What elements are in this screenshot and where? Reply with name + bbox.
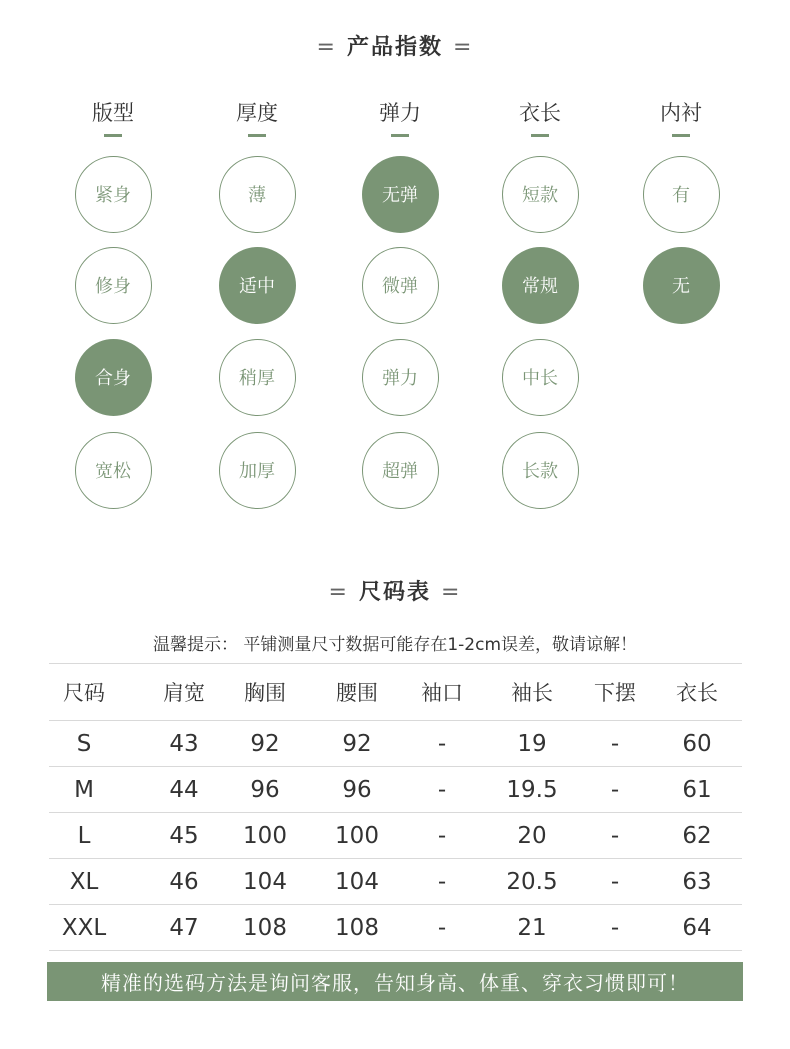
product-index-title <box>0 30 790 61</box>
table-header-cell: 袖长 <box>511 681 553 705</box>
table-cell: 96 <box>250 776 280 803</box>
index-column-underline <box>391 134 409 137</box>
product-index-title-text: 产品指数 <box>346 35 443 60</box>
index-column-header <box>360 98 440 137</box>
table-cell: XL <box>69 868 99 895</box>
title-decoration-left: = <box>328 580 349 605</box>
title-decoration-right: = <box>441 580 462 605</box>
table-header-cell: 下摆 <box>594 681 636 705</box>
index-option: 长款 <box>502 432 579 509</box>
table-row <box>49 904 742 951</box>
table-row <box>49 858 742 904</box>
index-option-selected: 无 <box>643 247 720 324</box>
table-cell: 61 <box>682 776 712 803</box>
table-cell: - <box>437 822 447 849</box>
index-column-underline <box>531 134 549 137</box>
index-column-header <box>73 98 153 137</box>
table-cell: S <box>76 730 92 757</box>
index-option: 短款 <box>502 156 579 233</box>
size-chart-title-text: 尺码表 <box>358 580 431 605</box>
index-option: 超弹 <box>362 432 439 509</box>
table-cell: 104 <box>243 868 287 895</box>
index-option: 稍厚 <box>219 339 296 416</box>
table-cell: - <box>610 776 620 803</box>
index-option: 有 <box>643 156 720 233</box>
table-cell: 108 <box>243 914 287 941</box>
index-column-underline <box>248 134 266 137</box>
title-decoration-right: = <box>453 35 474 60</box>
table-cell: 20.5 <box>506 868 558 895</box>
table-cell: 64 <box>682 914 712 941</box>
table-header-cell: 衣长 <box>676 681 718 705</box>
table-cell: - <box>437 868 447 895</box>
table-cell: 21 <box>517 914 547 941</box>
size-chart-title <box>0 575 790 606</box>
index-option-selected: 常规 <box>502 247 579 324</box>
table-cell: L <box>77 822 91 849</box>
index-option: 加厚 <box>219 432 296 509</box>
table-cell: - <box>610 914 620 941</box>
table-cell: M <box>74 776 94 803</box>
table-cell: - <box>610 730 620 757</box>
table-cell: 60 <box>682 730 712 757</box>
index-column-header <box>641 98 721 137</box>
measurement-tip: 温馨提示： 平铺测量尺寸数据可能存在1-2cm误差，敬请谅解！ <box>152 635 638 655</box>
title-decoration-left: = <box>316 35 337 60</box>
index-option: 中长 <box>502 339 579 416</box>
table-cell: 19 <box>517 730 547 757</box>
index-option-selected: 无弹 <box>362 156 439 233</box>
table-header-cell: 肩宽 <box>163 681 205 705</box>
table-cell: 43 <box>169 730 199 757</box>
table-cell: 20 <box>517 822 547 849</box>
table-header-cell: 袖口 <box>421 681 463 705</box>
index-option: 薄 <box>219 156 296 233</box>
table-cell: 104 <box>335 868 379 895</box>
index-option: 宽松 <box>75 432 152 509</box>
table-cell: 62 <box>682 822 712 849</box>
table-cell: - <box>437 776 447 803</box>
index-option-selected: 适中 <box>219 247 296 324</box>
index-option: 微弹 <box>362 247 439 324</box>
index-option: 紧身 <box>75 156 152 233</box>
table-cell: - <box>437 914 447 941</box>
size-table <box>49 663 742 951</box>
table-cell: 63 <box>682 868 712 895</box>
table-cell: 100 <box>335 822 379 849</box>
table-cell: 92 <box>342 730 372 757</box>
index-column-header <box>217 98 297 137</box>
table-header-cell: 腰围 <box>336 681 378 705</box>
table-cell: 45 <box>169 822 199 849</box>
index-option: 修身 <box>75 247 152 324</box>
index-option: 弹力 <box>362 339 439 416</box>
table-cell: XXL <box>61 914 107 941</box>
table-cell: - <box>437 730 447 757</box>
table-cell: 19.5 <box>506 776 558 803</box>
index-column-label: 版型 <box>92 101 134 125</box>
table-row <box>49 766 742 812</box>
index-column-underline <box>104 134 122 137</box>
table-row <box>49 812 742 858</box>
table-row <box>49 720 742 766</box>
index-option-selected: 合身 <box>75 339 152 416</box>
index-column-label: 衣长 <box>519 101 561 125</box>
table-cell: 44 <box>169 776 199 803</box>
table-cell: 47 <box>169 914 199 941</box>
table-cell: 108 <box>335 914 379 941</box>
table-header-row <box>49 663 742 720</box>
index-column-label: 弹力 <box>379 101 421 125</box>
index-column-label: 内衬 <box>660 101 702 125</box>
table-cell: - <box>610 822 620 849</box>
sizing-advice-banner: 精准的选码方法是询问客服，告知身高、体重、穿衣习惯即可！ <box>47 962 743 1001</box>
index-column-label: 厚度 <box>236 101 278 125</box>
index-column-underline <box>672 134 690 137</box>
table-cell: 92 <box>250 730 280 757</box>
table-header-cell: 尺码 <box>63 681 105 705</box>
table-cell: 46 <box>169 868 199 895</box>
table-cell: - <box>610 868 620 895</box>
table-header-cell: 胸围 <box>244 681 286 705</box>
table-cell: 100 <box>243 822 287 849</box>
table-cell: 96 <box>342 776 372 803</box>
index-column-header <box>500 98 580 137</box>
